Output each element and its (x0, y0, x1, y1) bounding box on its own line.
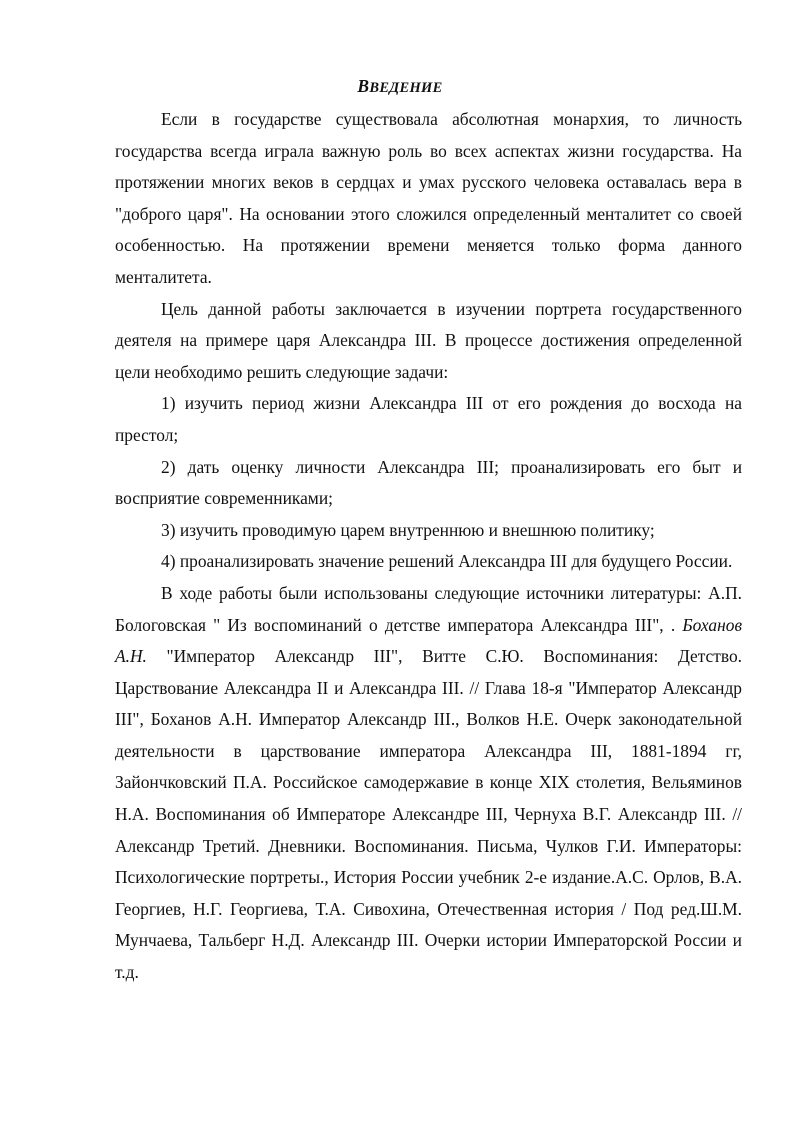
sources-text-rest: "Император Александр III", Витте С.Ю. Воспоминания: Детство. Царствование Александра II и Александра III. // Глава 18-я "Император Александр III", Боханов А.Н. Император Александр III., Волков Н.Е. Очерк законодательной деятельности в царствование императора Александра III, 1881-1894 гг, Зайончковский П.А. Российское самодержавие в конце XIX столетия, Вельяминов Н.А. Воспоминания об Императоре Александре III, Чернуха В.Г. Александр III. // Александр Третий. Дневники. Воспоминания. Письма, Чулков Г.И. Императоры: Психологические портреты., История России учебник 2-е издание.А.С. Орлов, В.А. Георгиев, Н.Г. Георгиева, Т.А. Сивохина, Отечественная история / Под ред.Ш.М. Мунчаева, Тальберг Н.Д. Александр III. Очерки истории Императорской России и т.д. (115, 646, 742, 983)
document-body (115, 104, 742, 989)
goal-paragraph: Цель данной работы заключается в изучении портрета государственного деятеля на примере царя Александра III. В процессе достижения определенной цели необходимо решить следующие задачи: (115, 298, 742, 382)
task-item: 4) проанализировать значение решений Александра III для будущего России. (161, 551, 733, 572)
sources-paragraph (115, 578, 742, 989)
task-item: 3) изучить проводимую царем внутреннюю и внешнюю политику; (161, 519, 655, 540)
title-rest: ВЕДЕНИЕ (369, 80, 443, 96)
sources-author-italic: Боханов А.Н. (115, 614, 742, 667)
page-title (0, 72, 800, 102)
title-initial: В (357, 76, 370, 96)
task-item: 1) изучить период жизни Александра III от его рождения до восхода на престол; (115, 393, 742, 445)
sources-text-start: В ходе работы были использованы следующие источники литературы: А.П. Бологовская " Из воспоминаний о детстве императора Александра III", . (115, 582, 742, 635)
task-item: 2) дать оценку личности Александра III; проанализировать его быт и восприятие современниками; (115, 456, 742, 509)
intro-paragraph: Если в государстве существовала абсолютная монархия, то личность государства всегда играла важную роль во всех аспектах жизни государства. На протяжении многих веков в сердцах и умах русского человека оставалась вера в "доброго царя". На основании этого сложился определенный менталитет со своей особенностью. На протяжении времени меняется только форма данного менталитета. (115, 109, 742, 287)
